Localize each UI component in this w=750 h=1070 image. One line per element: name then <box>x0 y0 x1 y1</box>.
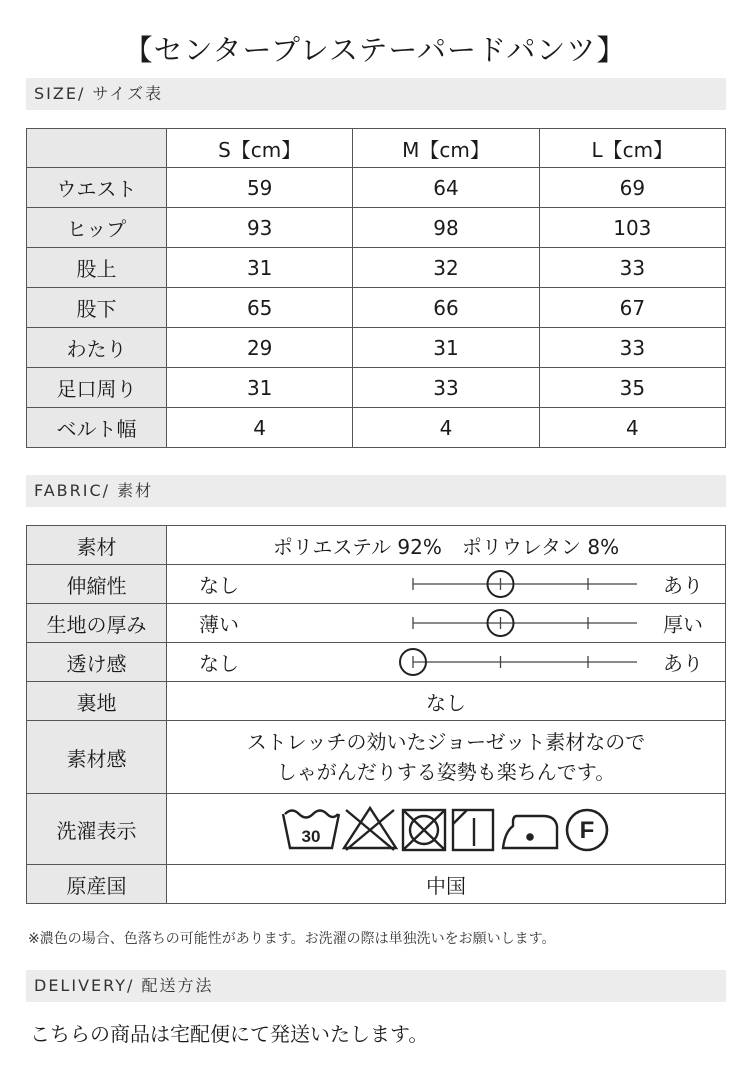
cell-value: 33 <box>539 328 725 368</box>
cell-value: 33 <box>539 248 725 288</box>
table-row <box>27 248 726 288</box>
row-label: ウエスト <box>27 168 167 208</box>
cell-value: 31 <box>167 368 353 408</box>
cell-value: 98 <box>353 208 539 248</box>
dry-clean-f-icon <box>567 810 607 850</box>
size-table-header <box>27 129 726 168</box>
material-value: ポリエステル 92% ポリウレタン 8% <box>167 526 726 565</box>
table-row <box>27 288 726 328</box>
row-label: 素材 <box>27 526 167 565</box>
scale-track <box>267 565 637 603</box>
row-label: 原産国 <box>27 865 167 904</box>
size-table-corner <box>27 129 167 168</box>
cell-value: 4 <box>353 408 539 448</box>
scale-left-label: なし <box>199 573 239 598</box>
scale-track <box>267 643 637 681</box>
table-row <box>27 526 726 565</box>
row-label: ヒップ <box>27 208 167 248</box>
cell-value: 35 <box>539 368 725 408</box>
scale-right-label: あり <box>663 651 703 676</box>
row-label: 股下 <box>27 288 167 328</box>
scale-left-label: 薄い <box>199 612 239 637</box>
stretch-scale <box>167 565 726 604</box>
fabric-section-heading: FABRIC/ 素材 <box>26 475 726 507</box>
cell-value: 103 <box>539 208 725 248</box>
sheerness-scale <box>167 643 726 682</box>
table-row <box>27 208 726 248</box>
cell-value: 67 <box>539 288 725 328</box>
table-row <box>27 368 726 408</box>
texture-line: しゃがんだりする姿勢も楽ちんです。 <box>276 760 616 784</box>
texture-line: ストレッチの効いたジョーゼット素材なので <box>246 730 646 754</box>
scale-right-label: 厚い <box>663 612 703 637</box>
page-title: 【センタープレステーパードパンツ】 <box>123 33 627 67</box>
cell-value: 4 <box>167 408 353 448</box>
scale-right-label: あり <box>663 573 703 598</box>
origin-value: 中国 <box>167 865 726 904</box>
cell-value: 66 <box>353 288 539 328</box>
table-row <box>27 682 726 721</box>
delivery-text: こちらの商品は宅配便にて発送いたします。 <box>30 1022 429 1046</box>
row-label: 透け感 <box>27 643 167 682</box>
iron-low-icon <box>503 816 557 848</box>
row-label: 素材感 <box>27 721 167 794</box>
wash-30-icon <box>283 811 339 849</box>
cell-value: 32 <box>353 248 539 288</box>
table-row <box>27 794 726 865</box>
no-tumble-dry-icon <box>403 810 445 850</box>
texture-description <box>167 721 726 794</box>
column-header-l: L【cm】 <box>539 129 725 168</box>
row-label: 足口周り <box>27 368 167 408</box>
size-table <box>26 128 726 448</box>
cell-value: 59 <box>167 168 353 208</box>
row-label: 股上 <box>27 248 167 288</box>
delivery-section-heading: DELIVERY/ 配送方法 <box>26 970 726 1002</box>
row-label: ベルト幅 <box>27 408 167 448</box>
care-symbols <box>167 794 726 865</box>
cell-value: 29 <box>167 328 353 368</box>
row-label: 伸縮性 <box>27 565 167 604</box>
cell-value: 65 <box>167 288 353 328</box>
scale-left-label: なし <box>199 651 239 676</box>
cell-value: 93 <box>167 208 353 248</box>
fabric-table <box>26 525 726 904</box>
care-icons <box>281 802 611 856</box>
scale-track <box>267 604 637 642</box>
size-section-heading: SIZE/ サイズ表 <box>26 78 726 110</box>
row-label: 洗濯表示 <box>27 794 167 865</box>
cell-value: 69 <box>539 168 725 208</box>
cell-value: 31 <box>353 328 539 368</box>
lining-value: なし <box>167 682 726 721</box>
table-row <box>27 604 726 643</box>
dry-clean-letter: F <box>579 817 595 844</box>
care-note: ※濃色の場合、色落ちの可能性があります。お洗濯の際は単独洗いをお願いします。 <box>28 931 556 947</box>
table-row <box>27 865 726 904</box>
no-bleach-icon <box>344 808 396 850</box>
row-label: 生地の厚み <box>27 604 167 643</box>
table-row <box>27 643 726 682</box>
table-row <box>27 168 726 208</box>
table-row <box>27 565 726 604</box>
line-dry-shade-icon <box>453 810 493 850</box>
row-label: わたり <box>27 328 167 368</box>
cell-value: 33 <box>353 368 539 408</box>
wash-temp: 30 <box>301 827 321 846</box>
cell-value: 4 <box>539 408 725 448</box>
cell-value: 64 <box>353 168 539 208</box>
column-header-m: M【cm】 <box>353 129 539 168</box>
table-row <box>27 408 726 448</box>
cell-value: 31 <box>167 248 353 288</box>
table-row <box>27 721 726 794</box>
column-header-s: S【cm】 <box>167 129 353 168</box>
table-row <box>27 328 726 368</box>
row-label: 裏地 <box>27 682 167 721</box>
thickness-scale <box>167 604 726 643</box>
